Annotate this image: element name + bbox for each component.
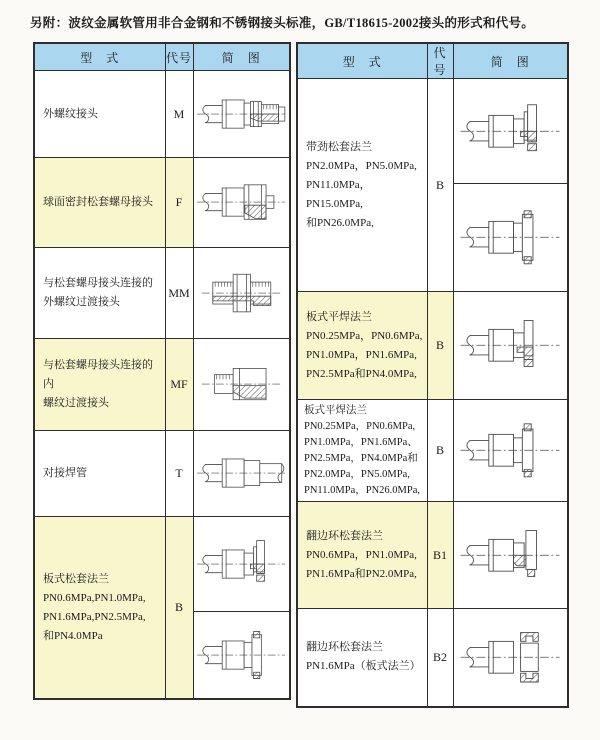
fitting-code-cell: [427, 609, 453, 707]
fitting-type-cell: [297, 79, 427, 292]
neck-flange-tall-diagram: [454, 79, 568, 183]
loose-flange-plate-diagram: [194, 611, 290, 698]
fitting-code: B: [435, 443, 444, 457]
fitting-code-cell: [427, 292, 453, 400]
fitting-code: B1: [432, 547, 447, 562]
tables-container: [33, 42, 600, 708]
fitting-code-cell: [427, 502, 453, 609]
table-row: [34, 517, 290, 700]
fitting-type-line: PN0.25MPa，PN0.6MPa,: [306, 329, 423, 342]
fitting-type-line: 与松套螺母接头连接的: [43, 277, 153, 289]
fitting-code: M: [173, 106, 185, 121]
fitting-type-line: 翻边环松套法兰: [306, 529, 383, 542]
fitting-code: T: [175, 466, 183, 480]
fitting-type-line: PN1.0MPa，PN1.6MPa、: [304, 436, 418, 448]
diagram-cell: [193, 71, 290, 158]
fitting-type-line: 带劲松套法兰: [306, 140, 372, 153]
diagram-cell: [193, 248, 290, 339]
fitting-code: B: [435, 338, 444, 352]
page-title: 另附：波纹金属软管用非合金钢和不锈钢接头标准，GB/T18615-2002接头的形式和代号。: [30, 16, 535, 30]
fitting-type-line: PN11.0MPa，PN15.0MPa,: [306, 178, 371, 210]
fitting-code-cell: [427, 400, 453, 502]
fitting-type-line: PN0.6MPa,PN1.0MPa,: [43, 591, 146, 604]
diagram-cell: [193, 339, 290, 431]
diagram-cell: [453, 609, 568, 707]
fitting-type-line: PN0.6MPa，PN1.0MPa,: [306, 548, 417, 561]
fitting-type-cell: [297, 502, 427, 609]
fitting-type-line: 螺纹过渡接头: [43, 397, 109, 409]
fitting-type-line: PN0.25MPa，PN0.6MPa,: [304, 420, 416, 432]
table-row: [34, 248, 290, 339]
table-row: [297, 292, 568, 400]
fittings-table-left: [33, 42, 291, 700]
flare-ring-flange-diagram: [454, 527, 568, 584]
fitting-type-cell: [34, 248, 165, 339]
fitting-type-cell: [34, 158, 165, 248]
table-body-left: [34, 71, 290, 700]
table-row: [34, 431, 290, 517]
loose-flange-tall-diagram: [194, 517, 290, 611]
header-row: [297, 43, 568, 79]
col-header-type: 型 式: [297, 43, 427, 79]
col-header-code: 代号: [165, 43, 193, 71]
table-row: [34, 71, 290, 158]
col-header-code: 代号: [427, 43, 453, 79]
fitting-type-cell: [34, 71, 165, 158]
fitting-type-line: 板式平焊法兰: [306, 310, 372, 323]
diagram-cell: [453, 79, 568, 292]
fittings-table-right: [296, 42, 569, 708]
fitting-type-line: PN2.0MPa，PN5.0MPa,: [304, 468, 410, 480]
flare-ring-plate-diagram: [454, 629, 568, 686]
fitting-type-line: 翻边环松套法兰: [306, 641, 383, 654]
fitting-code-cell: [165, 158, 193, 248]
fitting-code-cell: [165, 431, 193, 517]
diagram-cell: [193, 158, 290, 248]
header-row: [34, 43, 290, 71]
fitting-type-line: 对接焊管: [43, 467, 87, 479]
neck-flange-plate-diagram: [454, 183, 568, 291]
fitting-type-line: 和PN26.0MPa,: [306, 216, 374, 229]
fitting-code-cell: [165, 339, 193, 431]
fitting-type-cell: [297, 609, 427, 707]
fitting-type-line: 板式松套法兰: [43, 572, 109, 585]
table-row: [297, 609, 568, 707]
nipple-mm-diagram: [194, 268, 290, 318]
fitting-type-line: 板式平焊法兰: [304, 404, 367, 416]
table-row: [297, 502, 568, 609]
fitting-type-line: PN2.0MPa，PN5.0MPa,: [306, 159, 417, 172]
fitting-type-cell: [297, 292, 427, 400]
fitting-type-line: PN2.5MPa和PN4.0MPa,: [306, 367, 417, 380]
fitting-type-line: PN1.6MPa（板式法兰）: [306, 660, 421, 673]
fitting-type-line: PN1.6MPa和PN2.0MPa,: [306, 567, 417, 580]
fitting-type-line: 和PN4.0MPa: [43, 629, 103, 642]
plate-flange-sym-diagram: [454, 422, 568, 479]
fitting-code: B: [174, 600, 183, 614]
fitting-code-cell: [165, 248, 193, 339]
fitting-type-line: 外螺纹过渡接头: [43, 296, 120, 308]
fitting-type-cell: [34, 431, 165, 517]
table-row: [297, 79, 568, 292]
fitting-type-cell: [297, 400, 427, 502]
fitting-code: B: [435, 177, 444, 192]
diagram-cell: [453, 502, 568, 609]
weld-plate-flange-diagram: [454, 317, 568, 374]
table-body-right: [297, 79, 568, 707]
butt-weld-diagram: [194, 448, 290, 498]
fitting-code: F: [175, 195, 183, 209]
diagram-cell: [453, 292, 568, 400]
table-row: [297, 400, 568, 502]
fitting-type-line: 外螺纹接头: [43, 107, 98, 120]
fitting-type-line: PN11.0MPa，PN26.0MPa,: [304, 484, 421, 496]
fitting-type-line: PN1.0MPa，PN1.6MPa,: [306, 348, 417, 361]
fitting-type-line: PN2.5MPa，PN4.0MPa和: [304, 452, 418, 464]
union-nut-diagram: [194, 177, 290, 227]
male-thread-diagram: [194, 89, 290, 139]
fitting-code: B2: [432, 649, 447, 664]
fitting-type-cell: [34, 339, 165, 431]
nipple-mf-diagram: [194, 359, 290, 409]
fitting-type-line: 球面密封松套螺母接头: [43, 196, 153, 208]
fitting-code-cell: [165, 517, 193, 700]
col-header-diagram: 简 图: [453, 43, 568, 79]
fitting-code: MF: [170, 377, 188, 391]
fitting-code-cell: [165, 71, 193, 158]
diagram-cell: [193, 431, 290, 517]
fitting-code-cell: [427, 79, 453, 292]
fitting-type-cell: [34, 517, 165, 700]
table-row: [34, 339, 290, 431]
fitting-type-line: PN1.6MPa,PN2.5MPa,: [43, 610, 146, 623]
diagram-cell: [193, 517, 290, 700]
col-header-diagram: 简 图: [193, 43, 290, 71]
fitting-code: MM: [168, 285, 190, 300]
col-header-type: 型 式: [34, 43, 165, 71]
table-row: [34, 158, 290, 248]
fitting-type-line: 与松套螺母接头连接的内: [43, 359, 153, 390]
diagram-cell: [453, 400, 568, 502]
